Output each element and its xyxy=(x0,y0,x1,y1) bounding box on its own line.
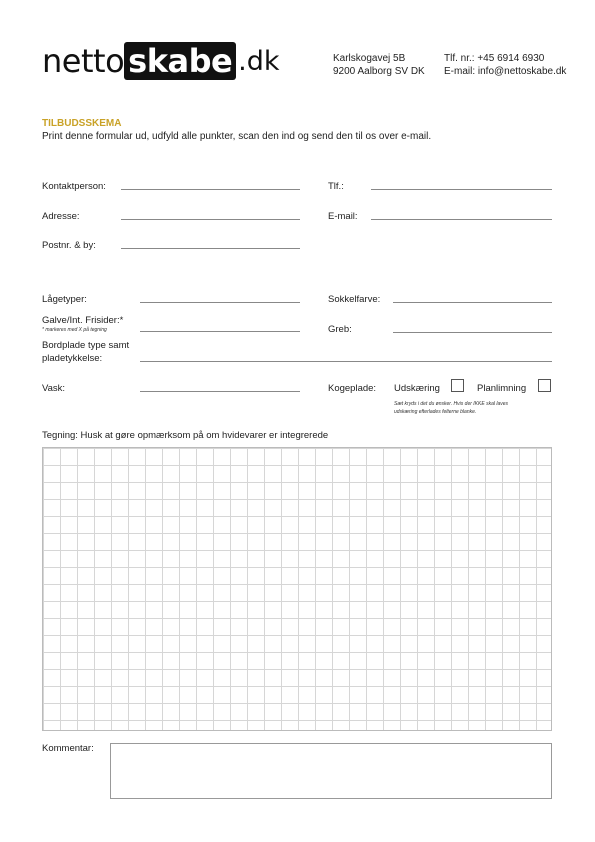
company-email[interactable]: E-mail: info@nettoskabe.dk xyxy=(444,66,567,77)
label-kogeplade: Kogeplade: xyxy=(328,383,377,394)
kogeplade-note-2: udskæring efterlades felterne blanke. xyxy=(394,409,477,415)
field-vask[interactable] xyxy=(140,391,300,392)
field-galve[interactable] xyxy=(140,331,300,332)
checkbox-udskaering[interactable] xyxy=(451,379,464,392)
label-kommentar: Kommentar: xyxy=(42,743,94,754)
logo-part-netto: netto xyxy=(42,42,125,80)
field-kontaktperson[interactable] xyxy=(121,189,300,190)
label-tegning: Tegning: Husk at gøre opmærksom på om hvidevarer er integrerede xyxy=(42,430,329,441)
label-adresse: Adresse: xyxy=(42,211,80,222)
label-vask: Vask: xyxy=(42,383,66,394)
field-adresse[interactable] xyxy=(121,219,300,220)
field-sokkelfarve[interactable] xyxy=(393,302,552,303)
field-bordplade[interactable] xyxy=(140,361,552,362)
address-line-2: 9200 Aalborg SV DK xyxy=(333,66,425,77)
label-planlimning: Planlimning xyxy=(477,383,527,394)
label-bordplade-2: pladetykkelse: xyxy=(42,353,103,364)
company-phone: Tlf. nr.: +45 6914 6930 xyxy=(444,53,545,64)
label-udskaering: Udskæring xyxy=(394,383,440,394)
field-email[interactable] xyxy=(371,219,552,220)
field-lagetyper[interactable] xyxy=(140,302,300,303)
address-line-1: Karlskogavej 5B xyxy=(333,53,406,64)
checkbox-planlimning[interactable] xyxy=(538,379,551,392)
label-lagetyper: Lågetyper: xyxy=(42,294,87,305)
form-intro: Print denne formular ud, udfyld alle punkter, scan den ind og send den til os over e-mail. xyxy=(42,131,432,142)
label-tlf: Tlf.: xyxy=(328,181,344,192)
field-tlf[interactable] xyxy=(371,189,552,190)
label-postnr: Postnr. & by: xyxy=(42,240,96,251)
galve-note: * markeres med X på tegning xyxy=(42,327,107,333)
logo-part-skabe: skabe xyxy=(124,42,236,80)
logo xyxy=(42,42,280,80)
kogeplade-note-1: Sæt kryds i det du ønsker. Hvis der IKKE skal laves xyxy=(394,401,509,407)
label-galve: Galve/Int. Frisider:* xyxy=(42,315,124,326)
field-greb[interactable] xyxy=(393,332,552,333)
label-greb: Greb: xyxy=(328,324,352,335)
label-bordplade-1: Bordplade type samt xyxy=(42,340,130,351)
label-email: E-mail: xyxy=(328,211,358,222)
comment-box[interactable] xyxy=(110,743,552,799)
field-postnr[interactable] xyxy=(121,248,300,249)
label-sokkelfarve: Sokkelfarve: xyxy=(328,294,381,305)
company-address xyxy=(333,52,425,78)
form-title: TILBUDSSKEMA xyxy=(42,118,122,129)
logo-part-dk: .dk xyxy=(238,45,280,77)
company-contact xyxy=(444,52,566,78)
label-kontaktperson: Kontaktperson: xyxy=(42,181,106,192)
drawing-grid[interactable] xyxy=(42,447,552,731)
